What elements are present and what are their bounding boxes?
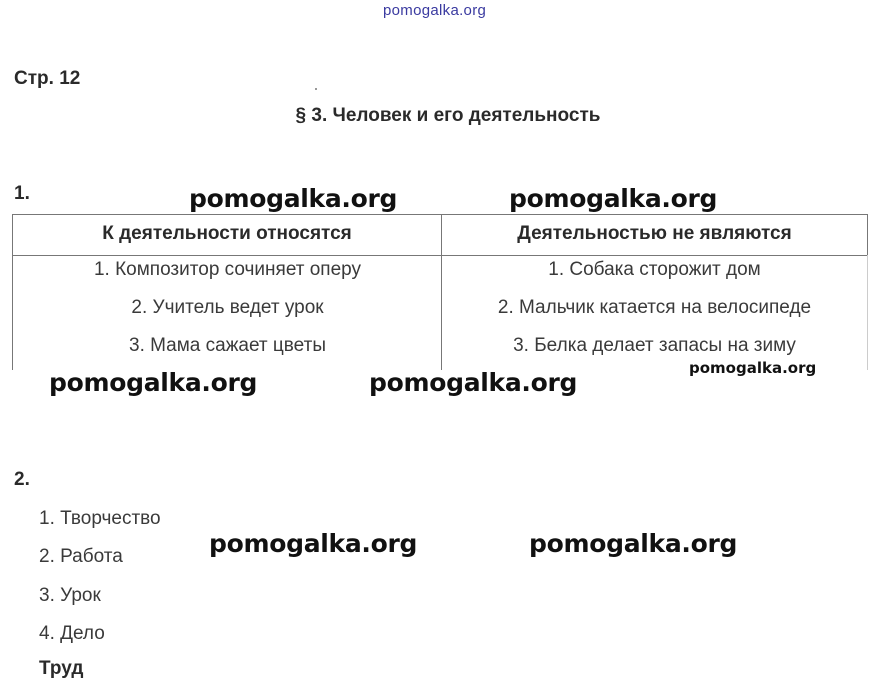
section-title: § 3. Человек и его деятельность <box>295 105 601 126</box>
table-cell: 3. Мама сажает цветы <box>129 335 326 356</box>
table-cell: 2. Учитель ведет урок <box>131 297 324 318</box>
task-2-number: 2. <box>14 469 30 490</box>
task-2-list <box>39 505 161 658</box>
stray-dot <box>315 88 317 90</box>
watermark: pomogalka.org <box>509 184 718 213</box>
watermark: pomogalka.org <box>529 529 738 558</box>
task-2-answer: Труд <box>39 658 84 679</box>
table-header-activity: К деятельности относятся <box>12 214 442 256</box>
table-column-activity <box>12 255 442 370</box>
page-number: Стр. 12 <box>14 68 81 89</box>
list-item: 1. Творчество <box>39 508 161 529</box>
watermark-small: pomogalka.org <box>689 359 817 377</box>
activity-table <box>12 214 868 370</box>
table-header-not-activity: Деятельностью не являются <box>441 214 868 256</box>
watermark: pomogalka.org <box>369 368 578 397</box>
list-item: 4. Дело <box>39 622 105 644</box>
table-cell: 3. Белка делает запасы на зиму <box>513 335 796 356</box>
watermark: pomogalka.org <box>209 529 418 558</box>
task-1-number: 1. <box>14 183 30 204</box>
top-watermark: pomogalka.org <box>383 2 487 19</box>
table-cell: 1. Композитор сочиняет оперу <box>93 259 362 280</box>
list-item: 3. Урок <box>39 584 101 606</box>
watermark: pomogalka.org <box>49 368 258 397</box>
watermark: pomogalka.org <box>189 184 398 213</box>
table-column-not-activity <box>441 255 868 370</box>
list-item: 2. Работа <box>39 546 123 568</box>
table-cell: 1. Собака сторожит дом <box>548 259 761 280</box>
table-cell: 2. Мальчик катается на велосипеде <box>497 297 812 318</box>
